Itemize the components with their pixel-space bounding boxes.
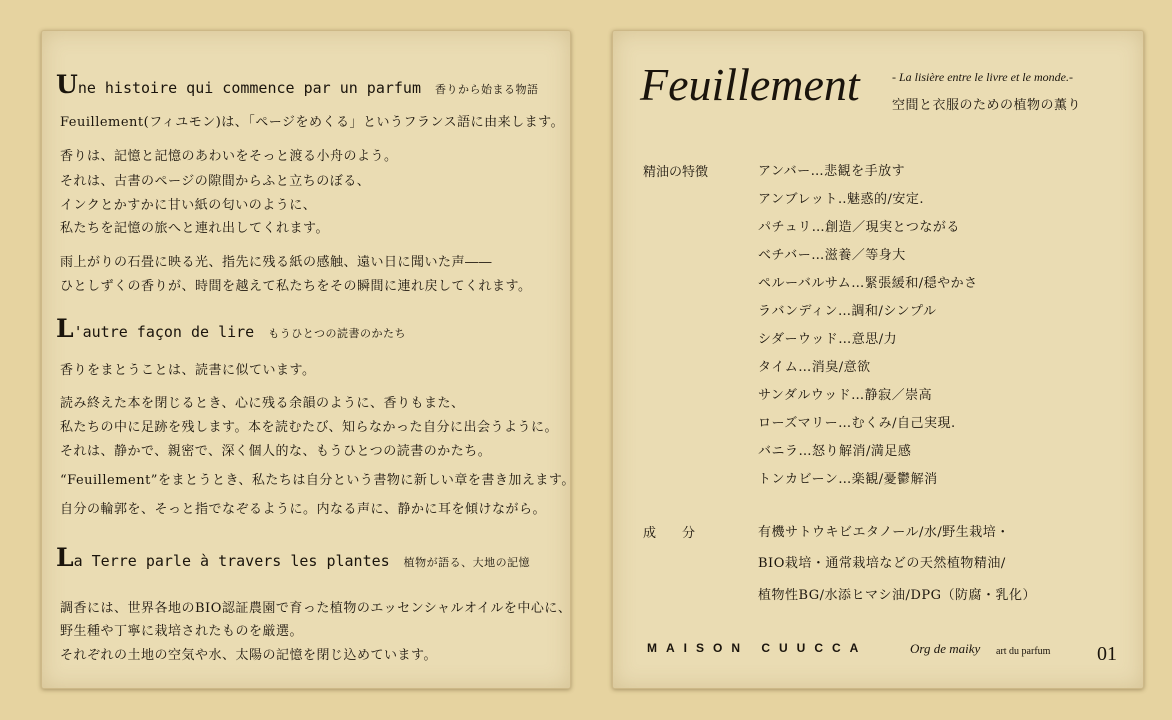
oil-item: ペルーバルサム…緊張緩和/穏やかさ	[758, 276, 978, 291]
paragraph-line: 自分の輪郭を、そっと指でなぞるように。内なる声に、静かに耳を傾けながら。	[60, 502, 547, 517]
paragraph-line: 調香には、世界各地のBIO認証農園で育った植物のエッセンシャルオイルを中心に、	[60, 601, 572, 616]
paragraph-line: “Feuillement”をまとうとき、私たちは自分という書物に新しい章を書き加えます。	[60, 473, 575, 488]
ingredient-line: BIO栽培・通常栽培などの天然植物精油/	[758, 556, 1006, 571]
oil-item: トンカビーン…楽観/憂鬱解消	[758, 472, 938, 487]
oil-item: タイム…消臭/意欲	[758, 360, 871, 375]
tagline: - La lisière entre le livre et le monde.-	[892, 70, 1073, 84]
oil-item: ローズマリー…むくみ/自己実現.	[758, 416, 956, 431]
ingredient-line: 植物性BG/水添ヒマシ油/DPG（防腐・乳化）	[758, 588, 1036, 603]
intro-line: Feuillement(フィユモン)は、「ページをめくる」というフランス語に由来します。	[60, 115, 565, 130]
paragraph-line: 私たちを記憶の旅へと連れ出してくれます。	[60, 221, 329, 236]
section-heading-2: L'autre façon de lire もうひとつの読書のかたち	[56, 314, 406, 343]
oil-item: サンダルウッド…静寂／崇高	[758, 388, 933, 403]
oil-item: シダーウッド…意思/力	[758, 332, 898, 347]
paragraph-line: それぞれの土地の空気や水、太陽の記憶を閉じ込めています。	[60, 648, 437, 663]
section-heading-1: Une histoire qui commence par un parfum 香りから始まる物語	[56, 70, 539, 99]
paragraph-line: それは、古書のページの隙間からふと立ちのぼる、	[60, 174, 371, 189]
paragraph-line: ひとしずくの香りが、時間を越えて私たちをその瞬間に連れ戻してくれます。	[60, 279, 532, 294]
paragraph-line: 読み終えた本を閉じるとき、心に残る余韻のように、香りもまた、	[60, 396, 465, 411]
art-label: art du parfum	[996, 646, 1051, 657]
paragraph-line: 雨上がりの石畳に映る光、指先に残る紙の感触、遠い日に聞いた声――	[60, 255, 493, 270]
ingredient-line: 有機サトウキビエタノール/水/野生栽培・	[758, 525, 1010, 540]
oil-item: ベチバー…滋養／等身大	[758, 248, 906, 263]
oil-item: アンブレット‥魅惑的/安定.	[758, 192, 925, 207]
paragraph-line: 私たちの中に足跡を残します。本を読むたび、知らなかった自分に出会うように。	[60, 420, 558, 435]
oil-item: ラバンディン…調和/シンプル	[758, 304, 937, 319]
page-title: Feuillement	[640, 59, 860, 110]
intro-line: 香りをまとうことは、読書に似ています。	[60, 363, 316, 378]
paragraph-line: インクとかすかに甘い紙の匂いのように、	[60, 198, 317, 213]
signature: Org de maiky	[910, 641, 981, 656]
oil-item: アンバー…悲観を手放す	[758, 164, 906, 179]
brand-name: MAISON CUUCCA	[647, 641, 868, 655]
page-number: 01	[1097, 643, 1117, 665]
ingredients-label: 成 分	[643, 526, 696, 541]
section-heading-3: La Terre parle à travers les plantes 植物が語る、大地の記憶	[56, 543, 531, 572]
paragraph-line: それは、静かで、親密で、深く個人的な、もうひとつの読書のかたち。	[60, 444, 492, 459]
paragraph-line: 香りは、記憶と記憶のあわいをそっと渡る小舟のよう。	[60, 149, 398, 164]
oil-item: パチュリ…創造／現実とつながる	[758, 220, 960, 235]
paragraph-line: 野生種や丁寧に栽培されたものを厳選。	[60, 624, 304, 639]
oil-item: バニラ…怒り解消/満足感	[758, 444, 912, 459]
oils-label: 精油の特徴	[643, 165, 709, 180]
subtitle: 空間と衣服のための植物の薫り	[892, 98, 1082, 113]
